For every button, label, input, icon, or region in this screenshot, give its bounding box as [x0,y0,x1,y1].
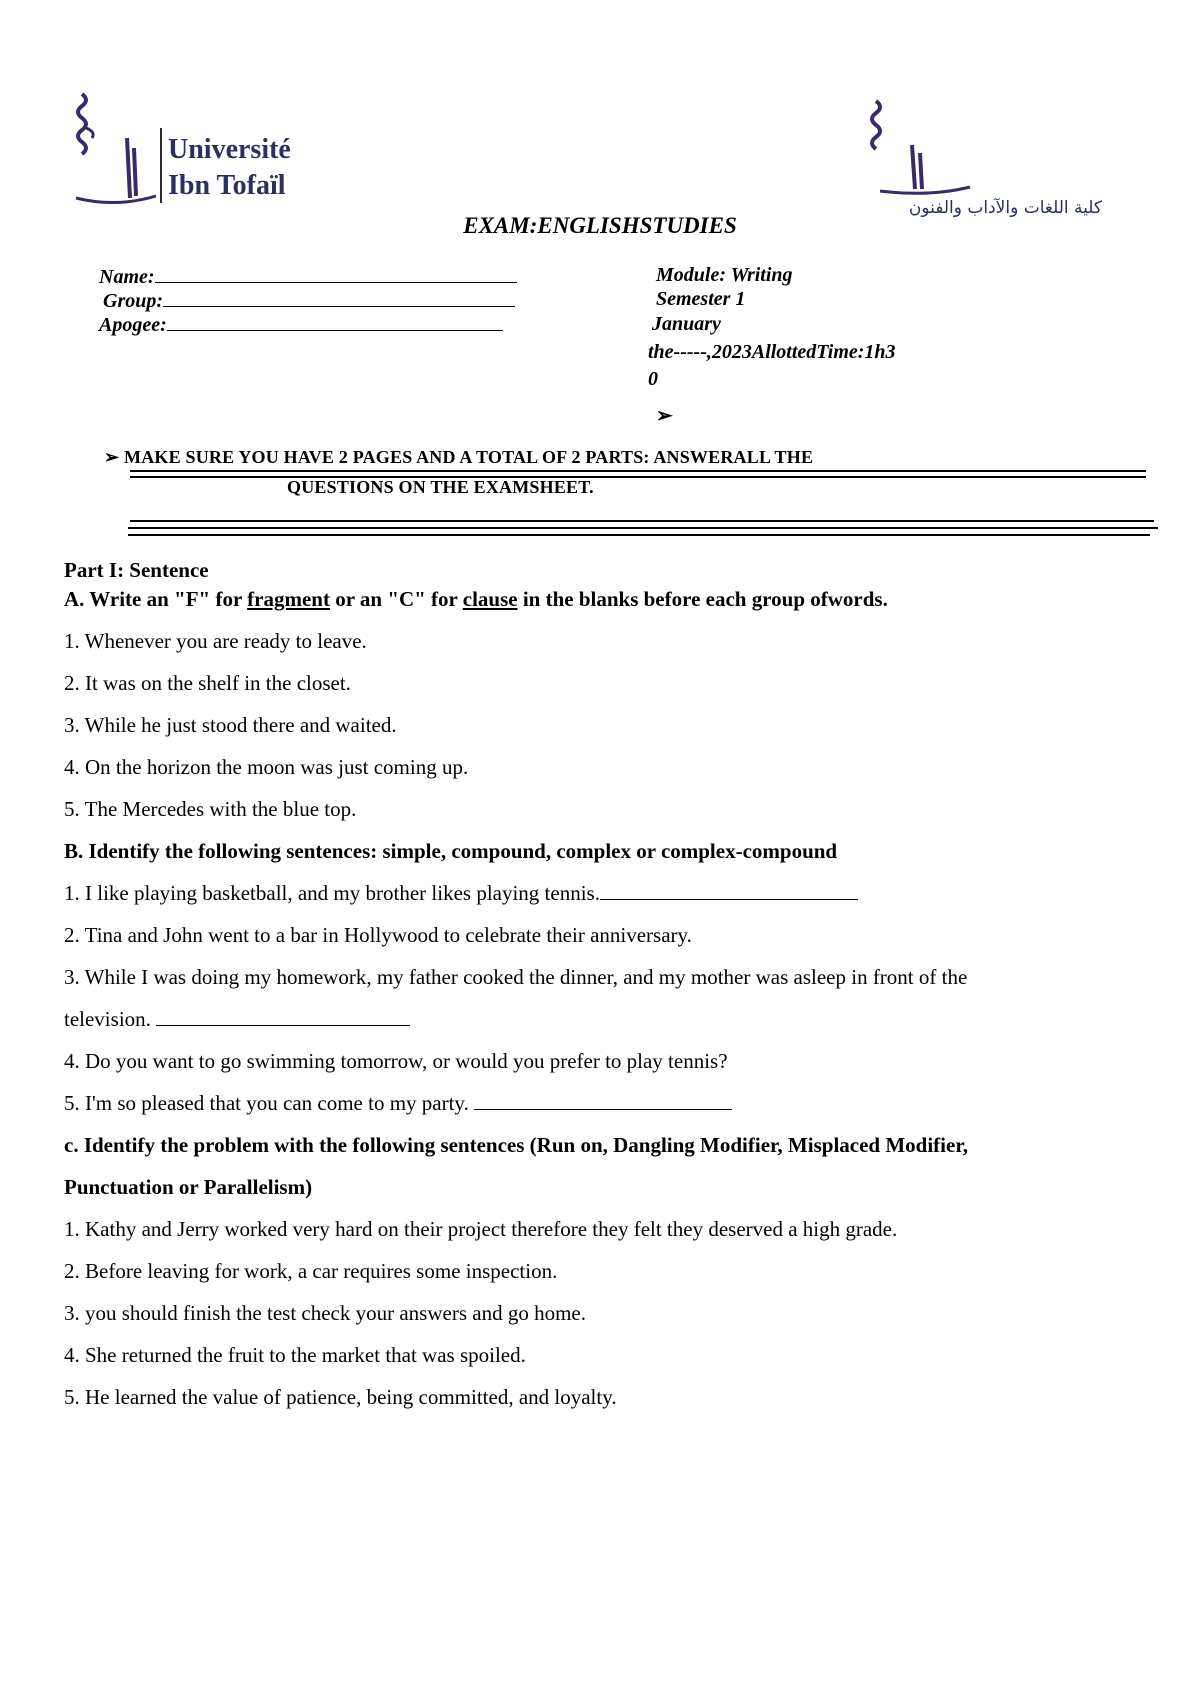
notice-text-1: MAKE SURE YOU HAVE 2 PAGES AND A TOTAL OF 2 PARTS: ANSWERALL THE [124,447,814,467]
logo-text-ibn-tofail: Ibn Tofaïl [168,170,286,201]
b-item-1-text: 1. I like playing basketball, and my brother likes playing tennis. [64,881,600,905]
divider-rule-1 [130,520,1154,522]
part1-section [64,556,1144,1418]
faculty-emblem-icon [870,95,1110,225]
module-label: Module: Writing [656,264,793,286]
b-item-3-cont-text: television. [64,1007,157,1031]
b-item-2: 2. Tina and John went to a bar in Hollywood to celebrate their anniversary. [64,923,692,947]
notice-line-1 [104,447,813,468]
b-item-5-text: 5. I'm so pleased that you can come to my party. [64,1091,475,1115]
apogee-blank-line[interactable] [167,312,503,331]
part1-a-heading [64,585,1144,614]
b-item-3: 3. While I was doing my homework, my father cooked the dinner, and my mother was asleep in front of the [64,965,968,989]
notice-arrow-icon: ➢ [104,447,120,467]
b-item-1-answer-line[interactable] [600,881,858,900]
c-item-1: 1. Kathy and Jerry worked very hard on their project therefore they felt they deserved a high grade. [64,1217,898,1241]
notice-rule-1 [130,470,1146,472]
date-line-3: 0 [648,368,658,390]
name-label: Name: [99,266,155,288]
c-item-4: 4. She returned the fruit to the market that was spoiled. [64,1343,526,1367]
c-item-2: 2. Before leaving for work, a car requires some inspection. [64,1259,558,1283]
apogee-label: Apogee: [99,314,167,336]
exam-title: EXAM:ENGLISHSTUDIES [463,213,737,238]
notice-rule-2 [130,476,1146,478]
b-item-5-answer-line[interactable] [474,1091,732,1110]
b-item-5 [64,1082,1144,1124]
university-emblem-icon [72,88,322,223]
date-line-1: January [652,313,721,335]
a-heading-fragment: fragment [247,587,330,611]
a-item-3: 3. While he just stood there and waited. [64,713,397,737]
notice-text-2: QUESTIONS ON THE EXAMSHEET. [287,477,594,497]
semester-label: Semester 1 [656,288,746,310]
a-heading-clause: clause [462,587,518,611]
c-item-3: 3. you should finish the test check your answers and go home. [64,1301,586,1325]
arrow-bullet-icon: ➢ [656,405,673,427]
part1-c-heading-2: Punctuation or Parallelism) [64,1175,313,1199]
university-logo [72,88,322,223]
b-item-3-cont [64,998,1144,1040]
logo-text-universite: Université [168,134,291,165]
part1-c-heading-1: c. Identify the problem with the following sentences (Run on, Dangling Modifier, Misplaced Modifier, [64,1133,968,1157]
divider-rule-2 [128,527,1158,529]
part1-b-heading: B. Identify the following sentences: simple, compound, complex or complex-compound [64,839,838,863]
name-field[interactable] [99,264,517,289]
date-line-2: the-----,2023AllottedTime:1h3 [648,341,896,363]
a-item-4: 4. On the horizon the moon was just coming up. [64,755,469,779]
b-item-1 [64,872,1144,914]
b-item-3-answer-line[interactable] [156,1007,410,1026]
a-item-1: 1. Whenever you are ready to leave. [64,629,367,653]
b-item-4: 4. Do you want to go swimming tomorrow, or would you prefer to play tennis? [64,1049,728,1073]
a-heading-post: in the blanks before each group ofwords. [517,587,888,611]
part1-title: Part I: Sentence [64,558,209,582]
a-heading-pre: A. Write an "F" for [64,587,248,611]
group-field[interactable] [103,288,515,313]
a-heading-mid: or an "C" for [329,587,463,611]
group-blank-line[interactable] [163,288,515,307]
apogee-field[interactable] [99,312,503,337]
name-blank-line[interactable] [155,264,517,283]
divider-rule-3 [128,534,1150,536]
a-item-5: 5. The Mercedes with the blue top. [64,797,357,821]
a-item-2: 2. It was on the shelf in the closet. [64,671,351,695]
logo-text-faculty: كلية اللغات والآداب والفنون [908,198,1102,218]
c-item-5: 5. He learned the value of patience, being committed, and loyalty. [64,1385,617,1409]
group-label: Group: [103,290,164,312]
faculty-logo [870,95,1110,225]
